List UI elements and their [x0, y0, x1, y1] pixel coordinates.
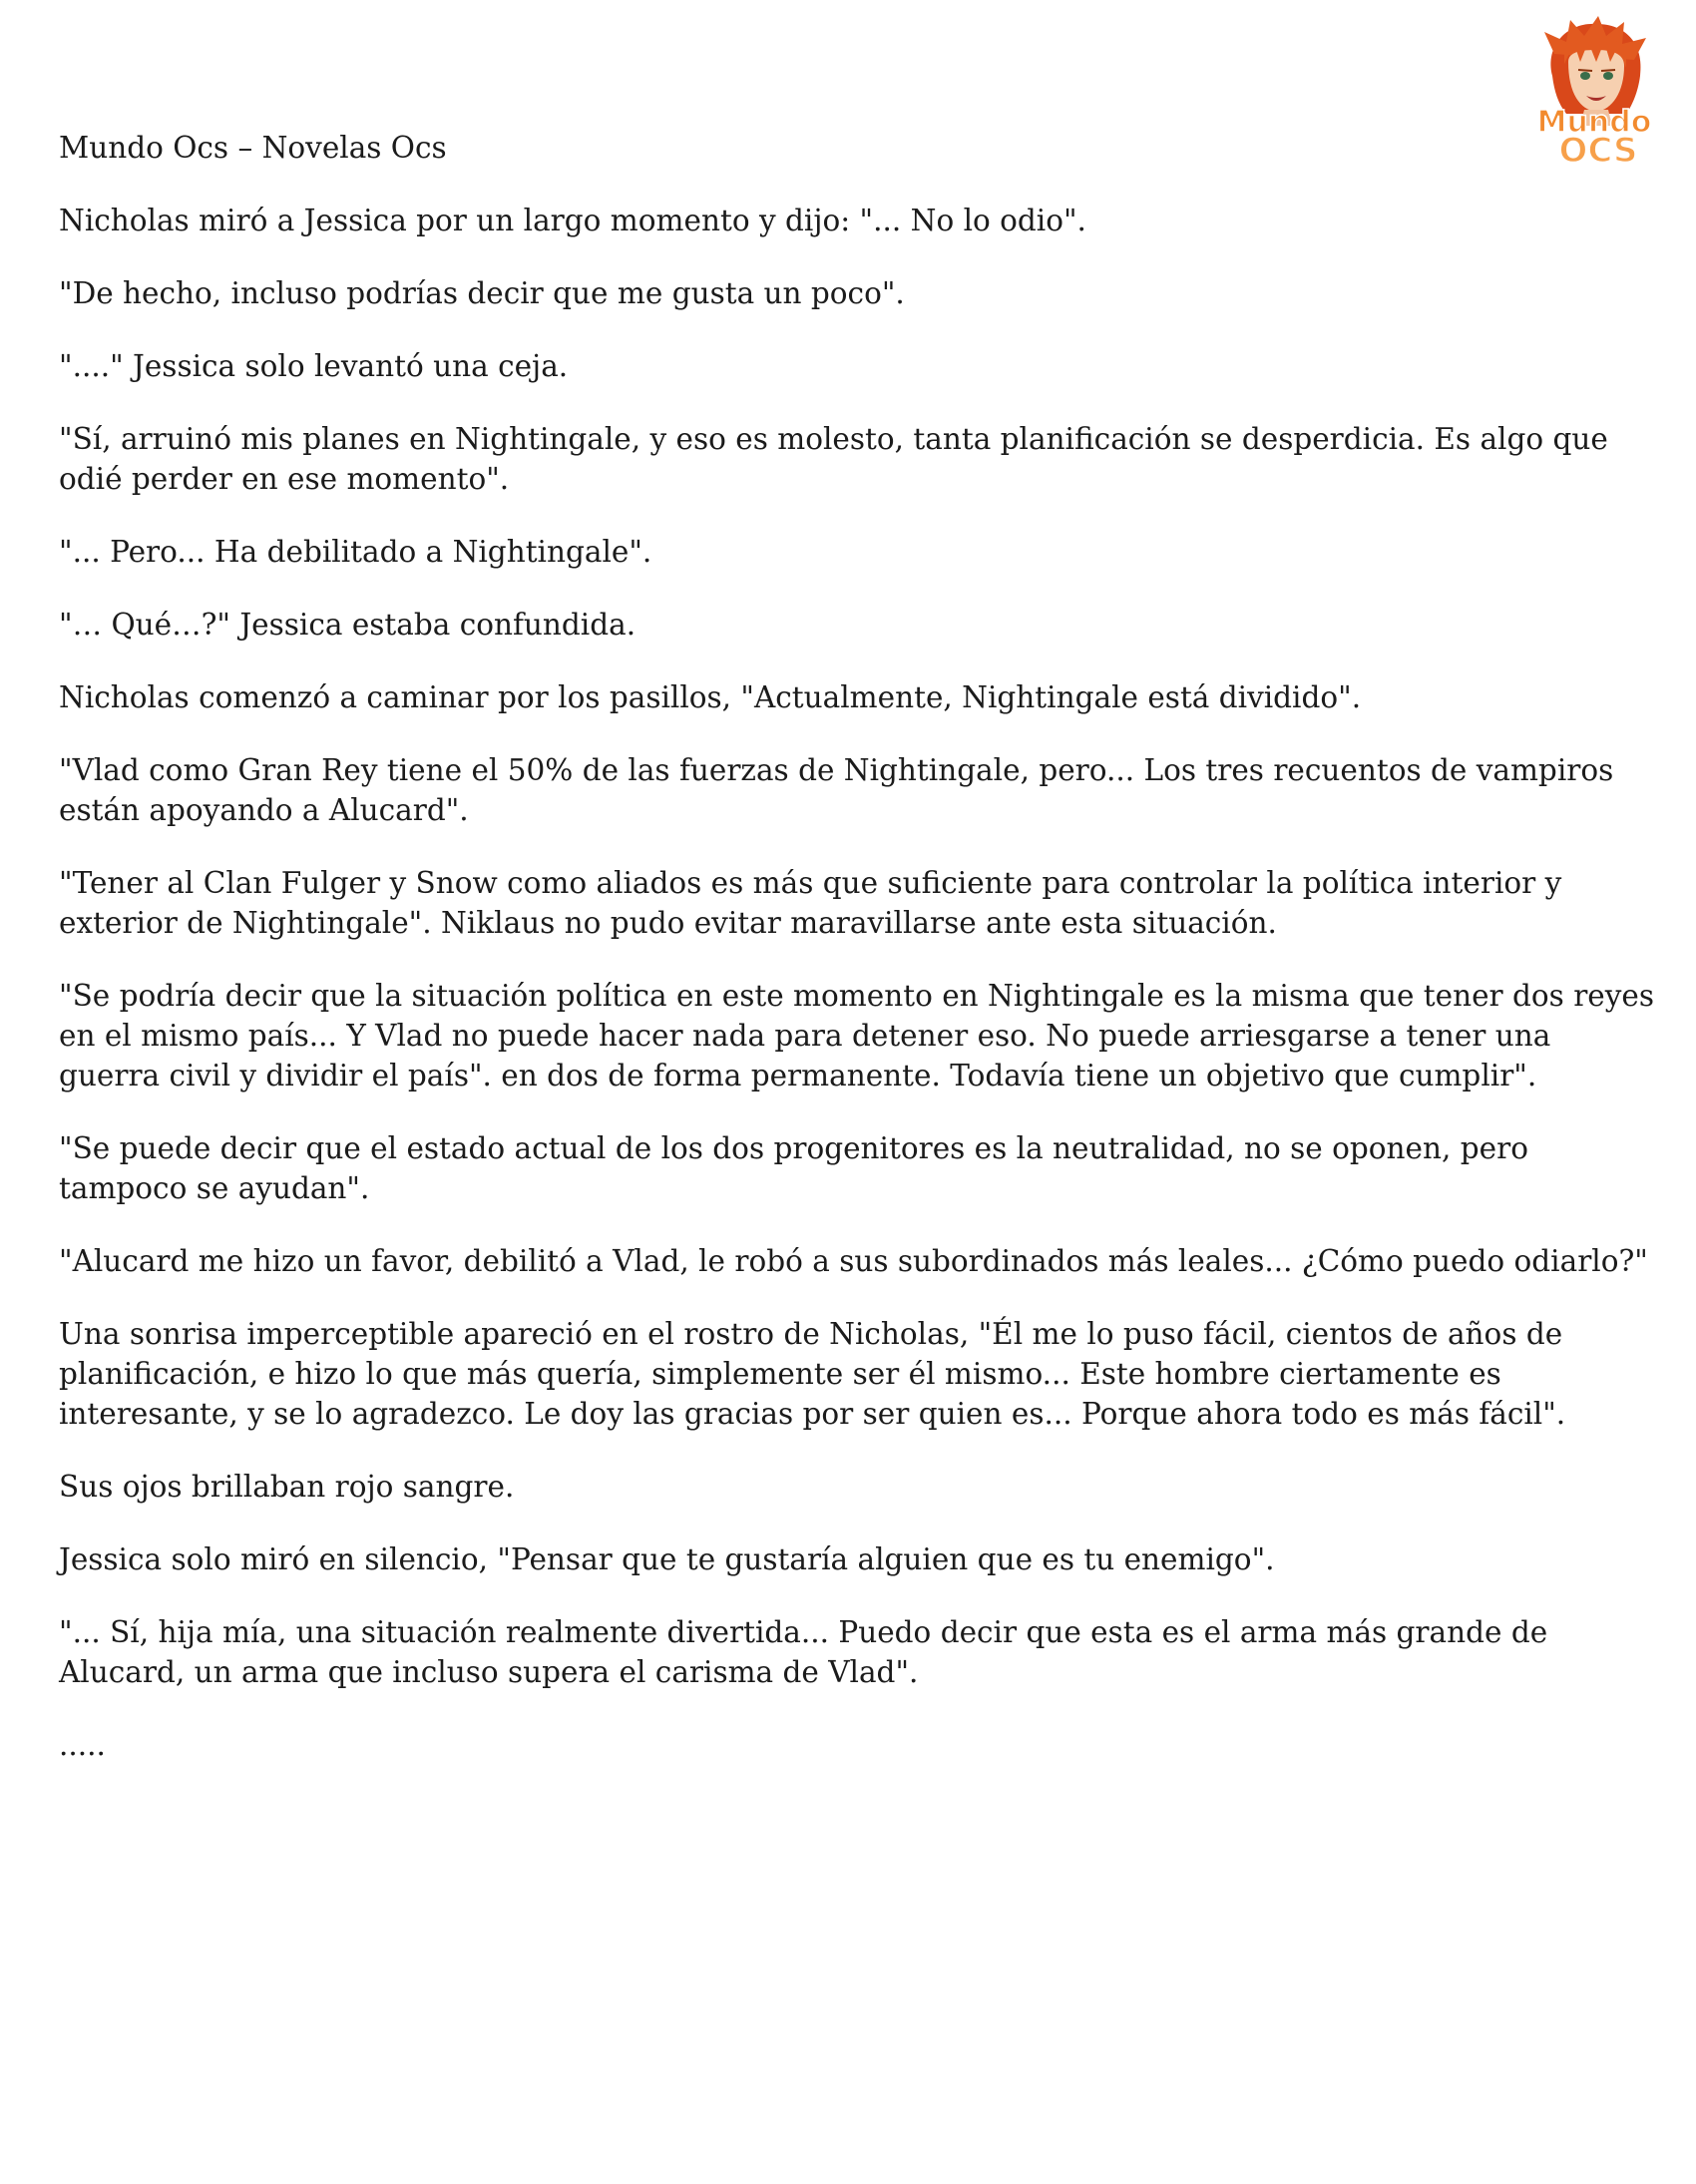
paragraph-2: "De hecho, incluso podrías decir que me gusta un poco".: [59, 276, 905, 310]
paragraph-12: "Alucard me hizo un favor, debilitó a Vlad, le robó a sus subordinados más leales... ¿Cómo puedo odiarlo?": [59, 1244, 1648, 1278]
paragraph-4: "Sí, arruinó mis planes en Nightingale, y eso es molesto, tanta planificación se desperdicia. Es algo que odié perder en ese momento".: [59, 422, 1608, 496]
paragraph-16: "... Sí, hija mía, una situación realmente divertida... Puedo decir que esta es el arma más grande de Alucard, un arma que incluso supera el carisma de Vlad".: [59, 1615, 1548, 1689]
paragraph-11: "Se puede decir que el estado actual de los dos progenitores es la neutralidad, no se oponen, pero tampoco se ayudan".: [59, 1131, 1528, 1205]
logo-text-top: Mundo: [1536, 105, 1652, 140]
paragraph-13: Una sonrisa imperceptible apareció en el rostro de Nicholas, "Él me lo puso fácil, cientos de años de planificación, e hizo lo que más quería, simplemente ser él mismo... Este hombre ciertamente es interesante, y se lo agradezco. Le doy las gracias por ser quien es... Porque ahora todo es más fácil".: [59, 1317, 1566, 1431]
paragraph-6: "… Qué…?" Jessica estaba confundida.: [59, 608, 636, 642]
paragraph-15: Jessica solo miró en silencio, "Pensar que te gustaría alguien que es tu enemigo".: [59, 1542, 1275, 1576]
paragraph-14: Sus ojos brillaban rojo sangre.: [59, 1470, 515, 1504]
document-header-title: Mundo Ocs – Novelas Ocs: [59, 131, 447, 165]
paragraph-8: "Vlad como Gran Rey tiene el 50% de las fuerzas de Nightingale, pero... Los tres recuentos de vampiros están apoyando a Alucard".: [59, 753, 1614, 827]
logo-text-bottom: OCS: [1558, 131, 1638, 171]
paragraph-3: "...." Jessica solo levantó una ceja.: [59, 349, 569, 383]
document-body: [59, 128, 1655, 1798]
paragraph-10: "Se podría decir que la situación política en este momento en Nightingale es la misma que tener dos reyes en el mismo país... Y Vlad no puede hacer nada para detener eso. No puede arriesgarse a tener una guerra civil y dividir el país". en dos de forma permanente. Todavía tiene un objetivo que cumplir".: [59, 979, 1655, 1092]
paragraph-5: "... Pero... Ha debilitado a Nightingale".: [59, 535, 652, 569]
paragraph-ellipsis: .....: [59, 1728, 106, 1762]
paragraph-7: Nicholas comenzó a caminar por los pasillos, "Actualmente, Nightingale está dividido".: [59, 680, 1362, 714]
paragraph-1: Nicholas miró a Jessica por un largo momento y dijo: "... No lo odio".: [59, 204, 1086, 237]
paragraph-9: "Tener al Clan Fulger y Snow como aliados es más que suficiente para controlar la política interior y exterior de Nightingale". Niklaus no pudo evitar maravillarse ante esta situación.: [59, 866, 1562, 940]
